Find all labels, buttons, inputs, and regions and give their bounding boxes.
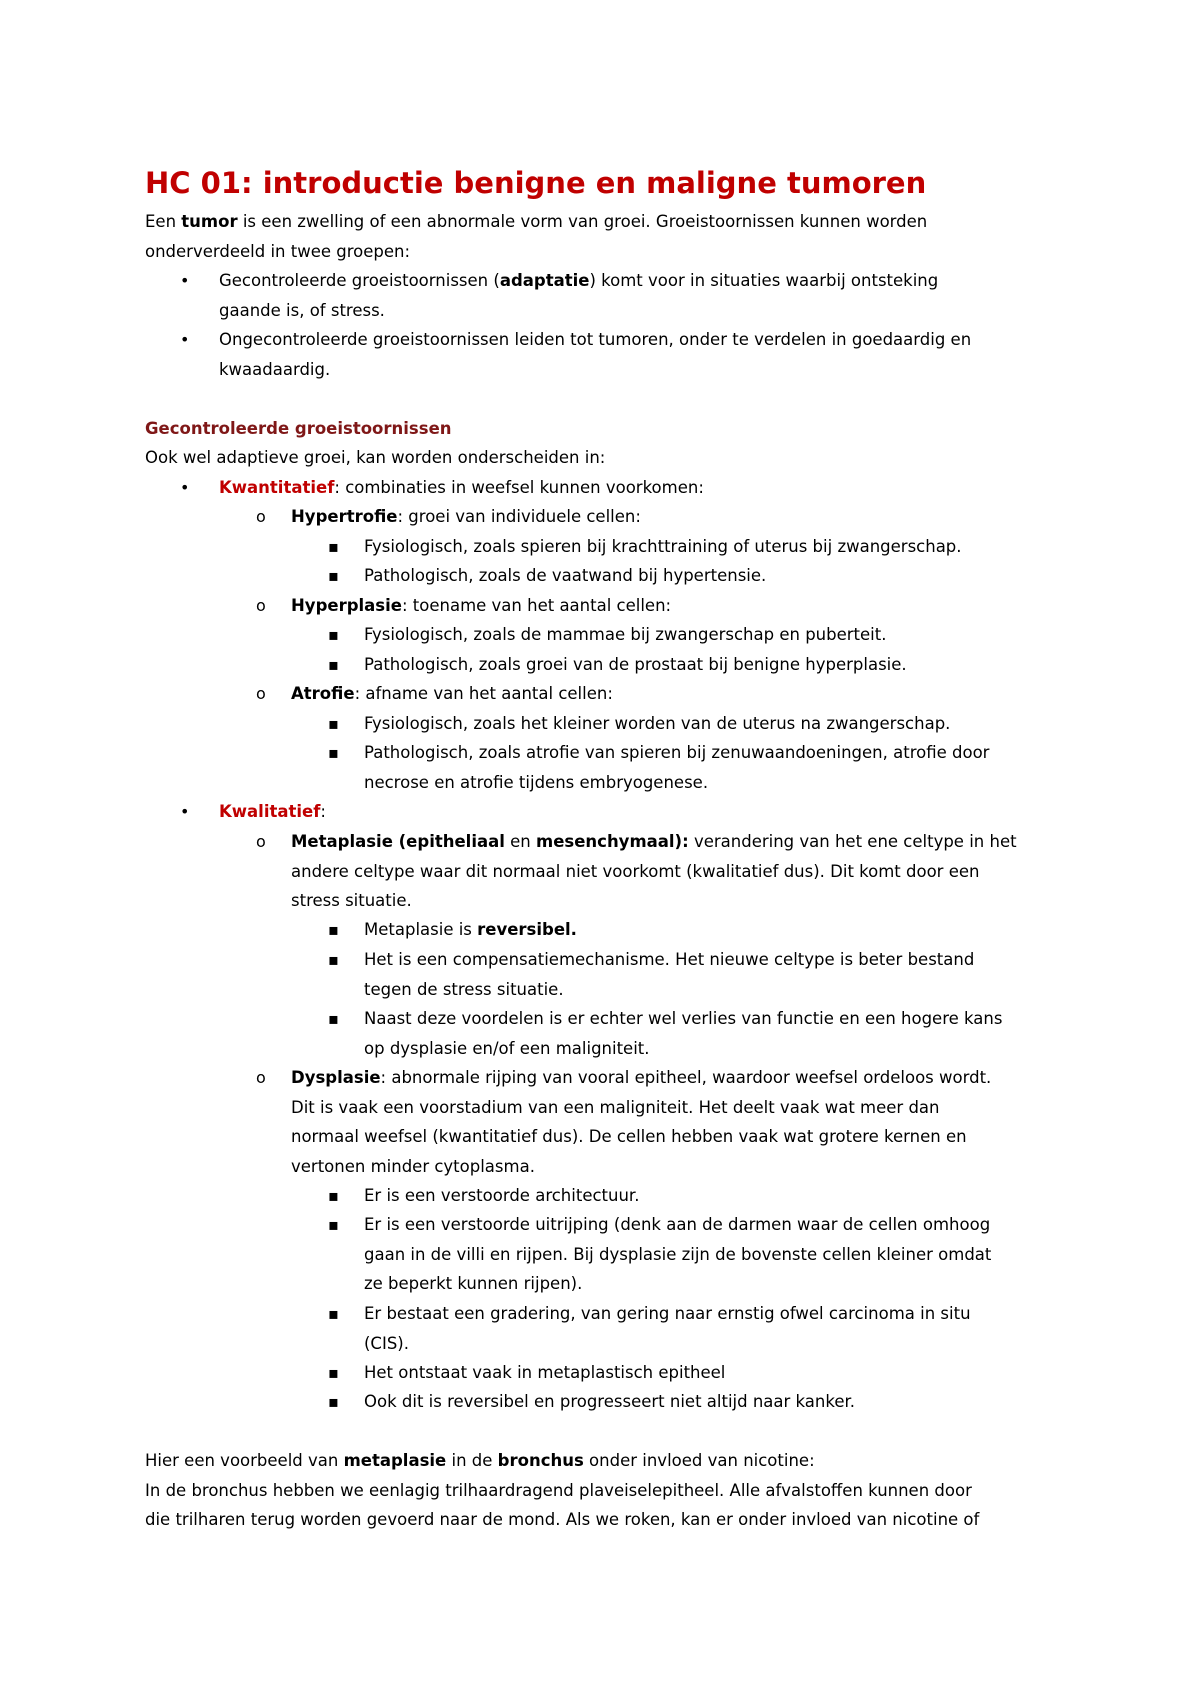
list-item: Pathologisch, zoals de vaatwand bij hypertensie.	[364, 566, 767, 585]
bullet-square-icon: ▪	[328, 655, 339, 674]
bullet-square-icon: ▪	[328, 1009, 339, 1028]
bullet-square-icon: ▪	[328, 743, 339, 762]
list-item: Ook dit is reversibel en progresseert niet altijd naar kanker.	[364, 1392, 856, 1411]
list-item-atrofie: Atrofie: afname van het aantal cellen:	[291, 684, 613, 703]
intro-paragraph	[145, 207, 927, 266]
bullet-circle-icon: o	[256, 1068, 266, 1087]
bullet-square-icon: ▪	[328, 625, 339, 644]
bullet-square-icon: ▪	[328, 1392, 339, 1411]
list-item: Gecontroleerde groeistoornissen (adaptatie) komt voor in situaties waarbij ontsteking gaande is, of stress.	[219, 271, 939, 320]
list-item: Er is een verstoorde architectuur.	[364, 1186, 640, 1205]
bullet-square-icon: ▪	[328, 537, 339, 556]
bullet-square-icon: ▪	[328, 950, 339, 969]
list-item: Fysiologisch, zoals het kleiner worden van de uterus na zwangerschap.	[364, 714, 951, 733]
bullet-dot-icon: •	[180, 271, 190, 290]
page-title: HC 01: introductie benigne en maligne tumoren	[145, 166, 927, 200]
list-item-hyperplasie: Hyperplasie: toename van het aantal cellen:	[291, 596, 672, 615]
list-item: Pathologisch, zoals groei van de prostaat bij benigne hyperplasie.	[364, 655, 907, 674]
list-item: Het is een compensatiemechanisme. Het nieuwe celtype is beter bestand tegen de stress situatie.	[364, 950, 975, 999]
list-item: Het ontstaat vaak in metaplastisch epitheel	[364, 1363, 726, 1382]
bullet-circle-icon: o	[256, 596, 266, 615]
list-item-dysplasie: Dysplasie: abnormale rijping van vooral epitheel, waardoor weefsel ordeloos wordt. Dit is vaak een voorstadium van een maligniteit. Het deelt vaak wat meer dan normaal weefsel (kwantitatief dus). De cellen hebben vaak wat grotere kernen en vertonen minder cytoplasma.	[291, 1068, 992, 1176]
bullet-circle-icon: o	[256, 507, 266, 526]
list-item-kwalitatief: Kwalitatief:	[219, 802, 326, 821]
bullet-square-icon: ▪	[328, 1186, 339, 1205]
bullet-dot-icon: •	[180, 330, 190, 349]
list-item: Er bestaat een gradering, van gering naar ernstig ofwel carcinoma in situ (CIS).	[364, 1304, 971, 1353]
section-intro: Ook wel adaptieve groei, kan worden onderscheiden in:	[145, 448, 606, 467]
bullet-square-icon: ▪	[328, 1304, 339, 1323]
bullet-square-icon: ▪	[328, 1215, 339, 1234]
list-item: Naast deze voordelen is er echter wel verlies van functie en een hogere kans op dysplasie en/of een maligniteit.	[364, 1009, 1003, 1058]
outro-paragraph	[145, 1446, 979, 1535]
list-item: Pathologisch, zoals atrofie van spieren bij zenuwaandoeningen, atrofie door necrose en atrofie tijdens embryogenese.	[364, 743, 990, 792]
list-item-hypertrofie: Hypertrofie: groei van individuele cellen:	[291, 507, 641, 526]
bullet-square-icon: ▪	[328, 920, 339, 939]
list-item: Metaplasie is reversibel.	[364, 920, 577, 939]
list-item: Fysiologisch, zoals de mammae bij zwangerschap en puberteit.	[364, 625, 887, 644]
bullet-square-icon: ▪	[328, 714, 339, 733]
outro-line-1: Hier een voorbeeld van metaplasie in de bronchus onder invloed van nicotine:	[145, 1451, 815, 1470]
list-item-kwantitatief: Kwantitatief: combinaties in weefsel kunnen voorkomen:	[219, 478, 704, 497]
bullet-square-icon: ▪	[328, 566, 339, 585]
outro-line-2: In de bronchus hebben we eenlagig trilhaardragend plaveiselepitheel. Alle afvalstoffen kunnen door	[145, 1480, 972, 1500]
bullet-square-icon: ▪	[328, 1363, 339, 1382]
list-item: Ongecontroleerde groeistoornissen leiden tot tumoren, onder te verdelen in goedaardig en kwaadaardig.	[219, 330, 972, 379]
list-item: Er is een verstoorde uitrijping (denk aan de darmen waar de cellen omhoog gaan in de villi en rijpen. Bij dysplasie zijn de bovenste cellen kleiner omdat ze beperkt kunnen rijpen).	[364, 1215, 992, 1293]
intro-line-2: onderverdeeld in twee groepen:	[145, 241, 411, 261]
bullet-dot-icon: •	[180, 802, 190, 821]
bullet-dot-icon: •	[180, 478, 190, 497]
bullet-circle-icon: o	[256, 684, 266, 703]
section-heading: Gecontroleerde groeistoornissen	[145, 419, 452, 438]
list-item-metaplasie: Metaplasie (epitheliaal en mesenchymaal): verandering van het ene celtype in het andere celtype waar dit normaal niet voorkomt (kwalitatief dus). Dit komt door een stress situatie.	[291, 832, 1017, 910]
list-item: Fysiologisch, zoals spieren bij krachttraining of uterus bij zwangerschap.	[364, 537, 962, 556]
intro-line-1: Een tumor is een zwelling of een abnormale vorm van groei. Groeistoornissen kunnen worden	[145, 212, 928, 231]
outro-line-3: die trilharen terug worden gevoerd naar de mond. Als we roken, kan er onder invloed van nicotine of	[145, 1510, 980, 1529]
bullet-circle-icon: o	[256, 832, 266, 851]
